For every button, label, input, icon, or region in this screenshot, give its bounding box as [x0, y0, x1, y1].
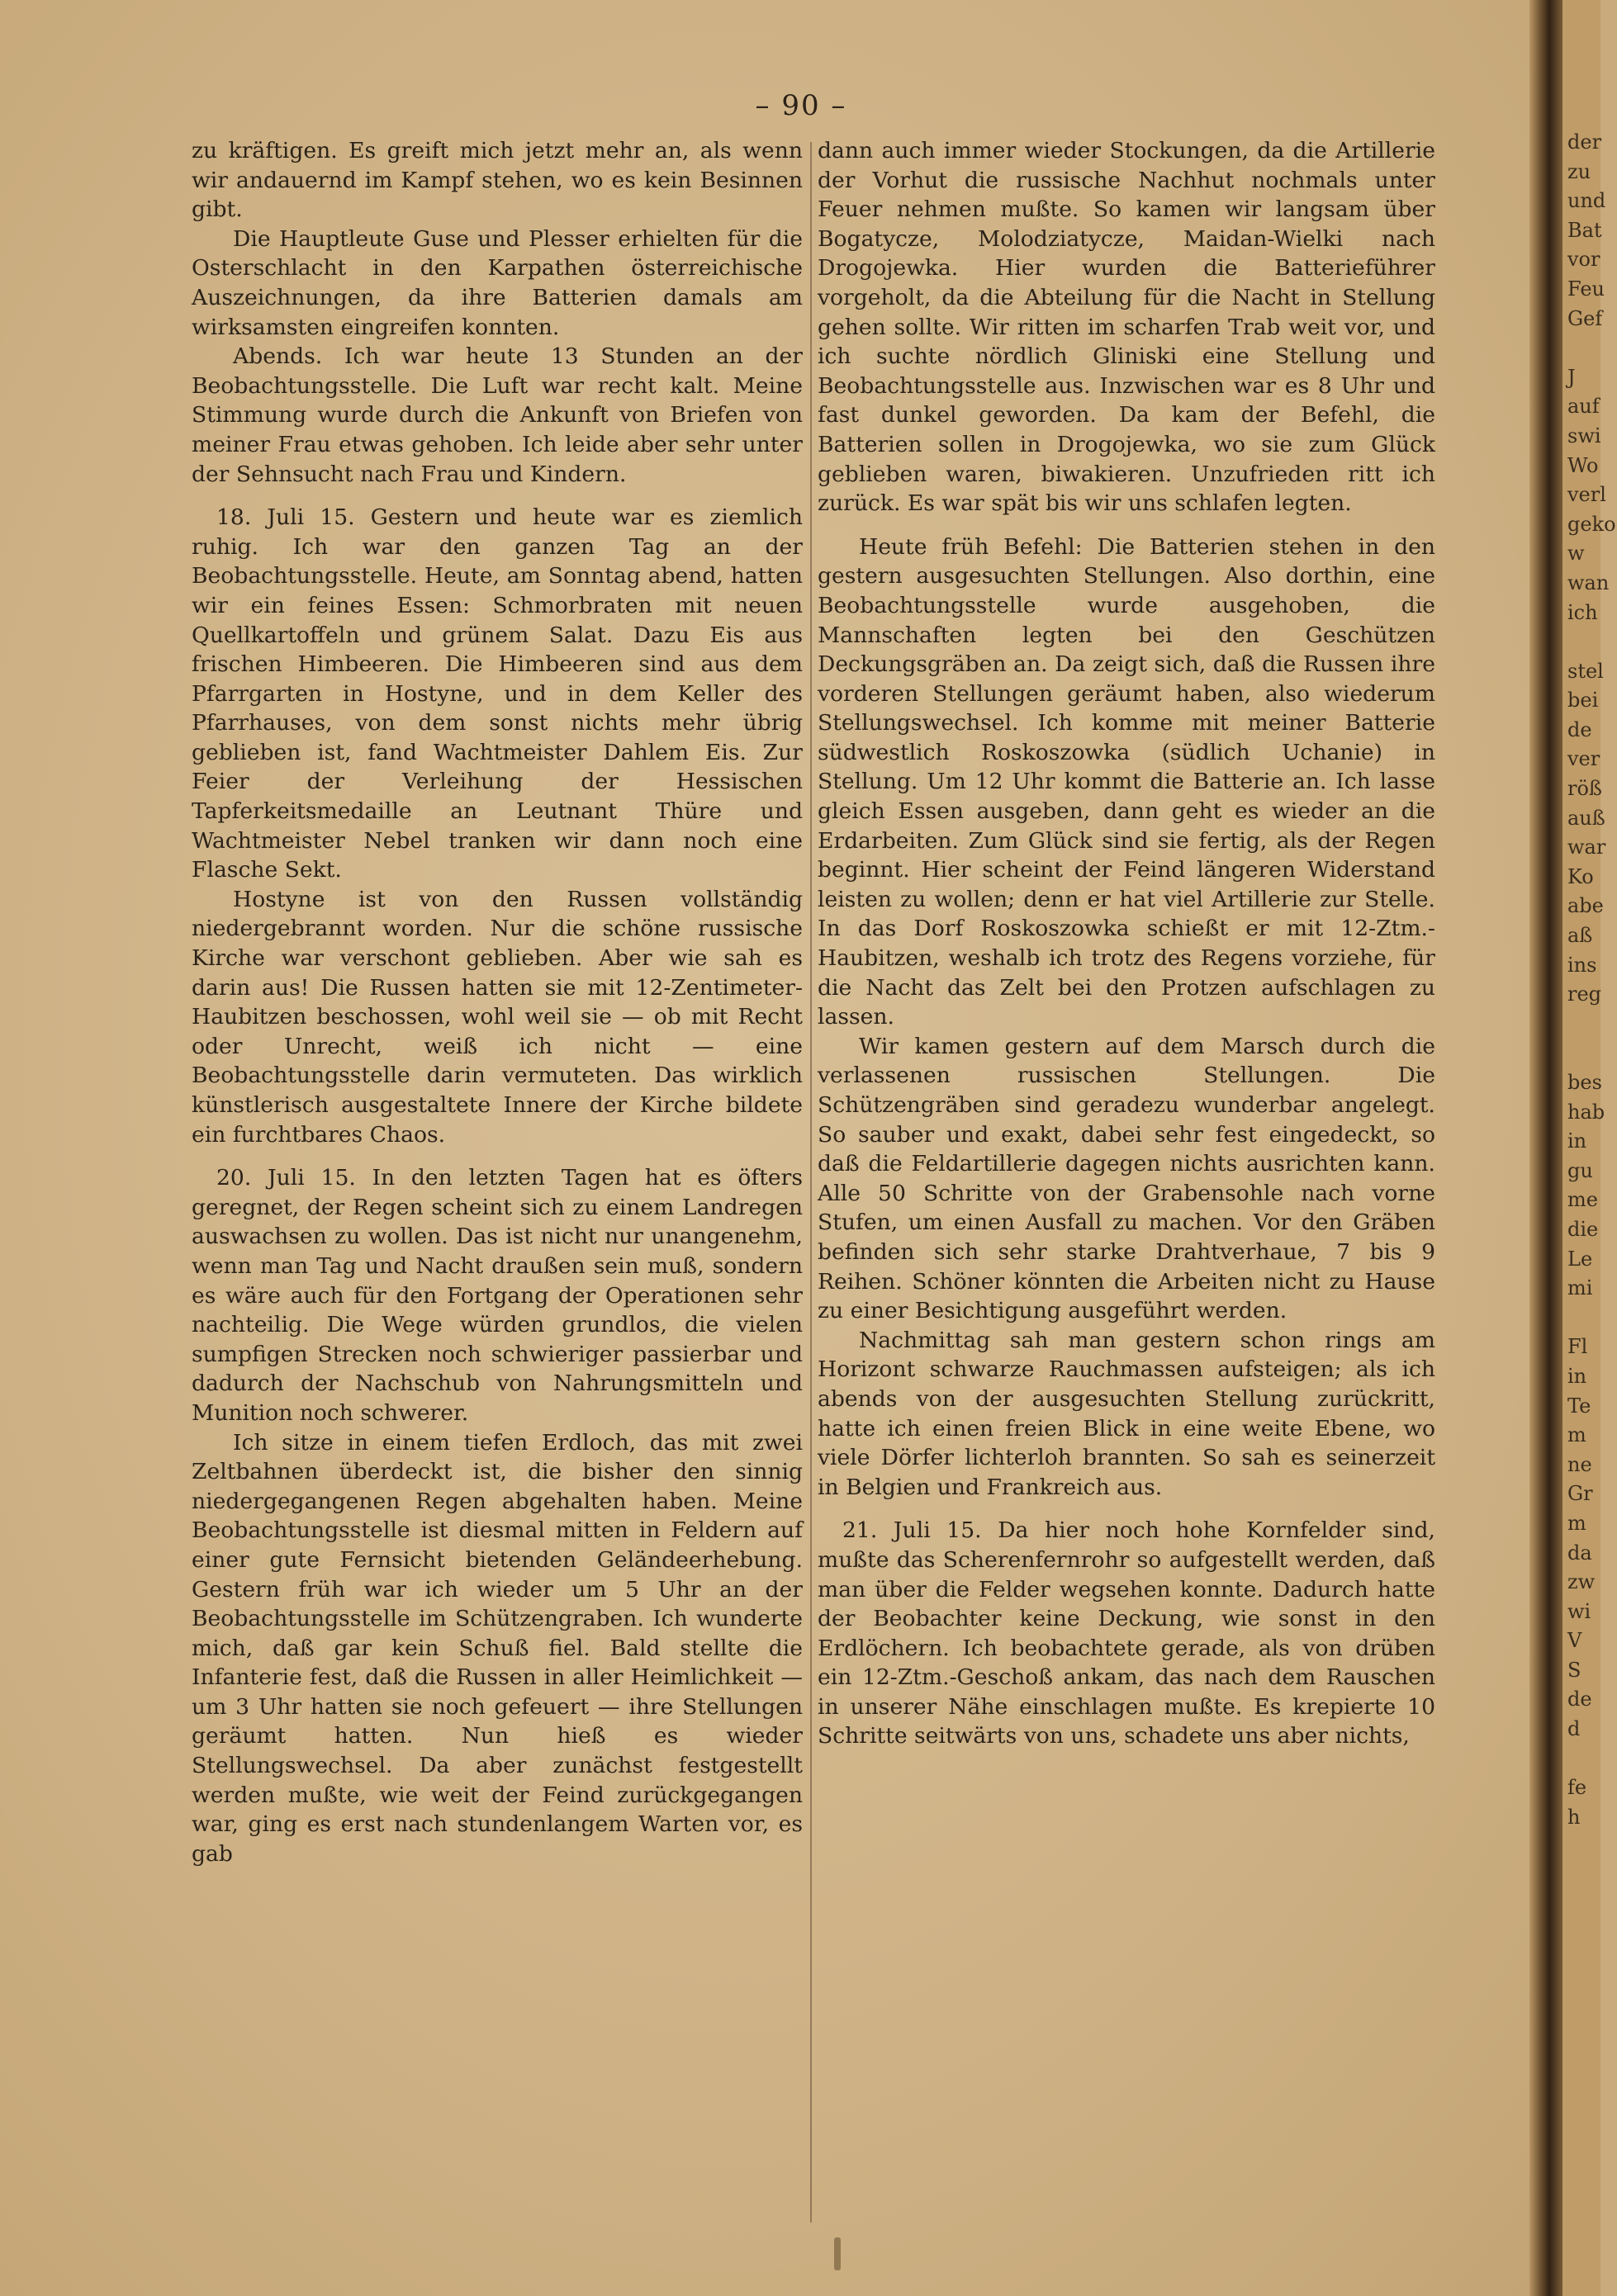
- adjacent-page-fragment: bei: [1567, 689, 1599, 712]
- adjacent-page-fragment: [1567, 1010, 1617, 1039]
- adjacent-page-fragment: abe: [1567, 894, 1604, 918]
- adjacent-page-fragment: Le: [1567, 1247, 1593, 1271]
- adjacent-page-fragment: in: [1567, 1364, 1587, 1388]
- left-text-column: [192, 136, 803, 1868]
- adjacent-page-fragment: ver: [1567, 747, 1600, 771]
- paragraph: Hostyne ist von den Russen vollständig niedergebrannt worden. Nur die schöne russische Kirche war verschont geblieben. Aber wie sah es darin aus! Die Russen hatten sie mit 12-Zentimeter-Haubitzen beschossen, wohl weil sie — ob mit Recht oder Unrecht, weiß ich nicht — eine Beobachtungsstelle darin vermuteten. Das wirklich künstlerisch ausgestaltete Innere der Kirche bildete ein furchtbares Chaos.: [192, 886, 803, 1148]
- column-divider: [810, 142, 812, 2223]
- diary-entry-paragraph: 20. Juli 15. In den letzten Tagen hat es öfters geregnet, der Regen scheint sich zu einem Landregen auswachsen zu wollen. Das ist nicht nur unangenehm, wenn man Tag und Nacht draußen sein muß, sondern es wäre auch für den Fortgang der Operationen sehr nachteilig. Die Wege würden grundlos, die vielen sumpfigen Strecken noch schwieriger passierbar und dadurch der Nachschub von Nahrungsmitteln und Munition noch schwerer.: [192, 1165, 803, 1426]
- paper-stain: [834, 2237, 841, 2270]
- adjacent-page-fragment: vor: [1567, 248, 1600, 272]
- adjacent-page-fragment: h: [1567, 1805, 1581, 1829]
- adjacent-page-fragment: me: [1567, 1188, 1598, 1212]
- paragraph: zu kräftigen. Es greift mich jetzt mehr an, als wenn wir andauernd im Kampf stehen, wo es kein Besinnen gibt.: [192, 138, 803, 223]
- paragraph: Abends. Ich war heute 13 Stunden an der Beobachtungsstelle. Die Luft war recht kalt. Meine Stimmung wurde durch die Ankunft von Briefen von meiner Frau etwas gehoben. Ich leide aber sehr unter der Sehnsucht nach Frau und Kindern.: [192, 343, 803, 487]
- adjacent-page-fragment: swi: [1567, 424, 1601, 447]
- paragraph: Nachmittag sah man gestern schon rings am Horizont schwarze Rauchmassen aufsteigen; als ich abends von der ausgesuchten Stellung zurückritt, hatte ich einen freien Blick in eine weite Ebene, wo viele Dörfer lichterloh brannten. So sah es seinerzeit in Belgien und Frankreich aus.: [818, 1327, 1435, 1500]
- book-gutter: [1529, 0, 1562, 2296]
- adjacent-page-fragment: da: [1567, 1541, 1592, 1565]
- adjacent-page-fragment: Wo: [1567, 453, 1599, 477]
- adjacent-page-fragment: m: [1567, 1423, 1586, 1447]
- adjacent-page-fragment: ne: [1567, 1452, 1592, 1476]
- adjacent-page-fragment: die: [1567, 1217, 1599, 1241]
- adjacent-page-fragment: Te: [1567, 1394, 1591, 1418]
- adjacent-page-fragment: röß: [1567, 777, 1602, 801]
- adjacent-page-text-fragments: [1567, 128, 1617, 1832]
- adjacent-page-fragment: in: [1567, 1129, 1587, 1153]
- adjacent-page-fragment: und: [1567, 189, 1606, 213]
- adjacent-page-fragment: [1567, 627, 1617, 657]
- adjacent-page-fragment: [1567, 1744, 1617, 1774]
- adjacent-page-fragment: hab: [1567, 1100, 1605, 1124]
- adjacent-page-fragment: [1567, 1304, 1617, 1333]
- adjacent-page-fragment: Bat: [1567, 218, 1602, 242]
- adjacent-page-fragment: Feu: [1567, 277, 1605, 301]
- paragraph: Heute früh Befehl: Die Batterien stehen in den gestern ausgesuchten Stellungen. Also dorthin, eine Beobachtungsstelle wurde ausgehoben, die Mannschaften legten bei den Geschützen Deckungsgräben an. Da zeigt sich, daß die Russen ihre vorderen Stellungen geräumt haben, also wiederum Stellungswechsel. Ich komme mit meiner Batterie südwestlich Roskoszowka (südlich Uchanie) in Stellung. Um 12 Uhr kommt die Batterie an. Ich lasse gleich Essen ausgeben, dann geht es wieder an die Erdarbeiten. Zum Glück sind sie fertig, als der Regen beginnt. Hier scheint der Feind längeren Widerstand leisten zu wollen; denn er hat viel Artillerie zur Stelle. In das Dorf Roskoszowka schießt er mit 12-Ztm.-Haubitzen, weshalb ich trotz des Regens vorziehe, für die Nacht das Zelt bei den Protzen aufschlagen zu lassen.: [818, 533, 1435, 1030]
- page-number: – 90 –: [755, 89, 847, 122]
- adjacent-page-fragment: fe: [1567, 1776, 1587, 1800]
- adjacent-page-fragment: bes: [1567, 1071, 1602, 1094]
- adjacent-page-fragment: verl: [1567, 483, 1606, 507]
- adjacent-page-fragment: war: [1567, 836, 1606, 859]
- adjacent-page-fragment: Gr: [1567, 1482, 1593, 1506]
- adjacent-page-fragment: ich: [1567, 600, 1598, 624]
- adjacent-page-fragment: wi: [1567, 1599, 1591, 1623]
- adjacent-page-fragment: [1567, 334, 1617, 363]
- adjacent-page-fragment: Gef: [1567, 306, 1603, 330]
- adjacent-page-fragment: Ko: [1567, 864, 1594, 888]
- diary-entry-paragraph: 18. Juli 15. Gestern und heute war es ziemlich ruhig. Ich war den ganzen Tag an der Beobachtungsstelle. Heute, am Sonntag abend, hatten wir ein feines Essen: Schmorbraten mit neuen Quellkartoffeln und grünem Salat. Dazu Eis aus frischen Himbeeren. Die Himbeeren sind aus dem Pfarrgarten in Hostyne, und in dem Keller des Pfarrhauses, von dem sonst nichts mehr übrig geblieben ist, fand Wachtmeister Dahlem Eis. Zur Feier der Verleihung der Hessischen Tapferkeitsmedaille an Leutnant Thüre und Wachtmeister Nebel tranken wir dann noch eine Flasche Sekt.: [192, 504, 803, 883]
- paragraph: Die Hauptleute Guse und Plesser erhielten für die Osterschlacht in den Karpathen österreichische Auszeichnungen, da ihre Batterien damals am wirksamsten eingreifen konnten.: [192, 225, 803, 340]
- adjacent-page-fragment: de: [1567, 1688, 1592, 1711]
- adjacent-page-fragment: stel: [1567, 659, 1604, 683]
- adjacent-page-fragment: wan: [1567, 570, 1610, 594]
- adjacent-page-fragment: V: [1567, 1629, 1582, 1653]
- adjacent-page-fragment: reg: [1567, 982, 1602, 1006]
- adjacent-page-fragment: w: [1567, 542, 1585, 566]
- diary-entry-paragraph: 21. Juli 15. Da hier noch hohe Kornfelder sind, mußte das Scherenfernrohr so aufgestellt werden, daß man über die Felder wegsehen konnte. Dadurch hatte der Beobachter keine Deckung, wie sonst in den Erdlöchern. Ich beobachtete gerade, als von drüben ein 12-Ztm.-Geschoß ankam, das nach dem Rauschen in unserer Nähe einschlagen mußte. Es krepierte 10 Schritte seitwärts von uns, schadete uns aber nichts,: [818, 1517, 1435, 1749]
- adjacent-page-fragment: S: [1567, 1658, 1581, 1682]
- adjacent-page-fragment: ins: [1567, 953, 1597, 977]
- adjacent-page-fragment: [1567, 1039, 1617, 1068]
- adjacent-page-edge: [1562, 0, 1616, 2296]
- adjacent-page-fragment: aß: [1567, 924, 1593, 948]
- paragraph: Wir kamen gestern auf dem Marsch durch die verlassenen russischen Stellungen. Die Schützengräben sind geradezu wunderbar angelegt. So sauber und exakt, dabei sehr fest eingedeckt, so daß die Feldartillerie dagegen nichts ausrichten kann. Alle 50 Schritte von der Grabensohle nach vorne Stufen, um einen Ausfall zu machen. Vor den Gräben befinden sich sehr starke Drahtverhaue, 7 bis 9 Reihen. Schöner könnten die Arbeiten nicht zu Hause zu einer Besichtigung ausgeführt werden.: [818, 1033, 1435, 1324]
- adjacent-page-fragment: d: [1567, 1717, 1581, 1741]
- right-text-column: [818, 136, 1435, 1751]
- adjacent-page-fragment: geko: [1567, 512, 1616, 536]
- paragraph: dann auch immer wieder Stockungen, da die Artillerie der Vorhut die russische Nachhut nochmals unter Feuer nehmen mußte. So kamen wir langsam über Bogatycze, Molodziatycze, Maidan-Wielki nach Drogojewka. Hier wurden die Batterieführer vorgeholt, da die Abteilung für die Nacht in Stellung gehen sollte. Wir ritten im scharfen Trab weit vor, und ich suchte nördlich Gliniski eine Stellung und Beobachtungsstelle aus. Inzwischen war es 8 Uhr und fast dunkel geworden. Da kam der Befehl, die Batterien sollen in Drogojewka, wo sie zum Glück geblieben waren, biwakieren. Unzufrieden ritt ich zurück. Es war spät bis wir uns schlafen legten.: [818, 138, 1435, 517]
- paragraph: Ich sitze in einem tiefen Erdloch, das mit zwei Zeltbahnen überdeckt ist, die bisher den sinnig niedergegangenen Regen abgehalten haben. Meine Beobachtungsstelle ist diesmal mitten in Feldern auf einer gute Fernsicht bietenden Geländeerhebung. Gestern früh war ich wieder um 5 Uhr an der Beobachtungsstelle im Schützengraben. Ich wunderte mich, daß gar kein Schuß fiel. Bald stellte die Infanterie fest, daß die Russen in aller Heimlichkeit — um 3 Uhr hatten sie noch gefeuert — ihre Stellungen geräumt hatten. Nun hieß es wieder Stellungswechsel. Da aber zunächst festgestellt werden mußte, wie weit der Feind zurückgegangen war, ging es erst nach stundenlangem Warten vor, es gab: [192, 1429, 803, 1867]
- adjacent-page-fragment: zw: [1567, 1570, 1596, 1594]
- adjacent-page-fragment: J: [1567, 365, 1576, 389]
- adjacent-page-fragment: auß: [1567, 806, 1605, 830]
- adjacent-page-fragment: mi: [1567, 1276, 1593, 1300]
- adjacent-page-fragment: Fl: [1567, 1335, 1588, 1359]
- adjacent-page-fragment: m: [1567, 1511, 1586, 1535]
- adjacent-page-fragment: de: [1567, 717, 1592, 741]
- adjacent-page-fragment: gu: [1567, 1158, 1593, 1182]
- adjacent-page-fragment: der: [1567, 130, 1602, 154]
- adjacent-page-fragment: auf: [1567, 395, 1600, 419]
- adjacent-page-fragment: zu: [1567, 159, 1591, 183]
